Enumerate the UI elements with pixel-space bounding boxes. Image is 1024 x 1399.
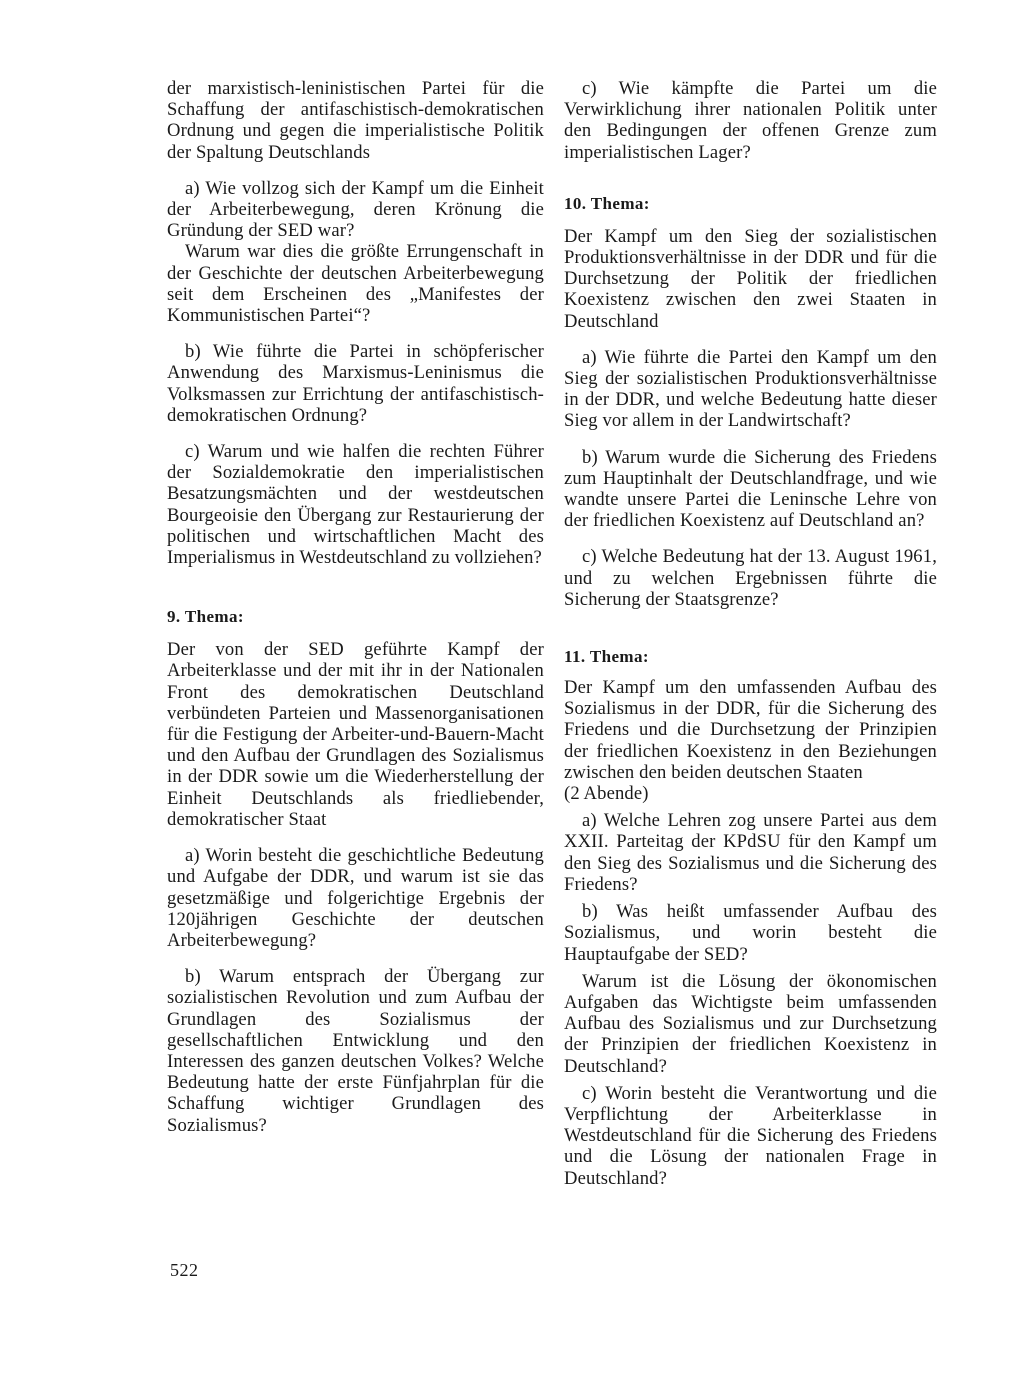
topic-11-question-b: b) Was heißt umfassender Aufbau des Sozialismus, und worin besteht die Hauptaufgabe der SED? bbox=[564, 901, 937, 965]
topic-11-question-c: c) Worin besteht die Verantwortung und die Verpflichtung der Arbeiterklasse in Westdeutschland für die Sicherung des Friedens und die Lösung der nationalen Frage in Deutschland? bbox=[564, 1082, 937, 1189]
topic-11-question-a: a) Welche Lehren zog unsere Partei aus dem XXII. Parteitag der KPdSU für den Kampf um den Sieg des Sozialismus und die Sicherung des Friedens? bbox=[564, 810, 937, 895]
topic-10-description: Der Kampf um den Sieg der sozialistischen Produktionsverhältnisse in der DDR und für die Durchsetzung der Politik der friedlichen Koexistenz zwischen den zwei Staaten in Deutschland bbox=[564, 225, 937, 332]
question-a: a) Wie vollzog sich der Kampf um die Einheit der Arbeiterbewegung, deren Krönung die Gründung der SED war? bbox=[167, 177, 544, 242]
topic-11-heading: 11. Thema: bbox=[564, 647, 649, 667]
topic-10-question-a: a) Wie führte die Partei den Kampf um den Sieg der sozialistischen Produktionsverhältnisse in der DDR, und welche Bedeutung hatte dieser Sieg vor allem in der Landwirtschaft? bbox=[564, 346, 937, 432]
topic-9-question-a: a) Worin besteht die geschichtliche Bedeutung und Aufgabe der DDR, und warum ist sie das gesetzmäßige und folgerichtige Ergebnis der 120jährigen Geschichte der deutschen Arbeiterbewegung? bbox=[167, 845, 544, 951]
question-c: c) Warum und wie halfen die rechten Führer der Sozialdemokratie den imperialistischen Besatzungsmächten und der westdeutschen Bourgeoisie den Übergang zur Restaurierung der politischen und wirtschaftlichen Macht des Imperialismus in Westdeutschland zu vollziehen? bbox=[167, 441, 544, 569]
topic-10-question-c: c) Welche Bedeutung hat der 13. August 1961, und zu welchen Ergebnissen führte die Sicherung der Staatsgrenze? bbox=[564, 546, 937, 610]
page-number: 522 bbox=[170, 1260, 199, 1280]
continued-topic-text: der marxistisch-leninistischen Partei für die Schaffung der antifaschistisch-demokratischen Ordnung und gegen die imperialistische Politik der Spaltung Deutschlands bbox=[167, 78, 544, 163]
topic-9-description: Der von der SED geführte Kampf der Arbeiterklasse und der mit ihr in der Nationalen Front des demokratischen Deutschland verbündeten Parteien und Massenorganisationen für die Festigung der Arbeiter-und-Bauern-Macht und den Aufbau der Grundlagen des Sozialismus in der DDR sowie um die Wiederherstellung der Einheit Deutschlands als friedliebender, demokratischer Staat bbox=[167, 639, 544, 830]
topic-9-question-b: b) Warum entsprach der Übergang zur sozialistischen Revolution und zum Aufbau der Grundlagen des Sozialismus der gesellschaftlichen Entwicklung und den Interessen des ganzen deutschen Volkes? Welche Bedeutung hatte der erste Fünfjahrplan für die Schaffung wichtiger Grundlagen des Sozialismus? bbox=[167, 966, 544, 1136]
topic-9-heading: 9. Thema: bbox=[167, 607, 244, 627]
question-a-followup: Warum war dies die größte Errungenschaft in der Geschichte der deutschen Arbeiterbewegung seit dem Erscheinen des „Manifestes der Kommunistischen Partei“? bbox=[167, 241, 544, 327]
left-column bbox=[167, 78, 544, 1136]
topic-10-question-b: b) Warum wurde die Sicherung des Friedens zum Hauptinhalt der Deutschlandfrage, und wie wandte unsere Partei die Leninsche Lehre von der friedlichen Koexistenz auf Deutschland an? bbox=[564, 446, 937, 532]
question-b: b) Wie führte die Partei in schöpferischer Anwendung des Marxismus-Leninismus die Volksmassen zur Errichtung der antifaschistisch-demokratischen Ordnung? bbox=[167, 341, 544, 426]
right-column bbox=[564, 78, 937, 1189]
topic-10-heading: 10. Thema: bbox=[564, 193, 650, 213]
question-c-right: c) Wie kämpfte die Partei um die Verwirklichung ihrer nationalen Politik unter den Bedingungen der offenen Grenze zum imperialistischen Lager? bbox=[564, 78, 937, 163]
topic-11-description: Der Kampf um den umfassenden Aufbau des Sozialismus in der DDR, für die Sicherung des Friedens und die Durchsetzung der Prinzipien der friedlichen Koexistenz in den Beziehungen zwischen den beiden deutschen Staaten bbox=[564, 677, 937, 783]
topic-11-session-note: (2 Abende) bbox=[564, 783, 649, 805]
topic-11-question-b-followup: Warum ist die Lösung der ökonomischen Aufgaben das Wichtigste beim umfassenden Aufbau des Sozialismus und zur Durchsetzung der Prinzipien der friedlichen Koexistenz in Deutschland? bbox=[564, 970, 937, 1077]
